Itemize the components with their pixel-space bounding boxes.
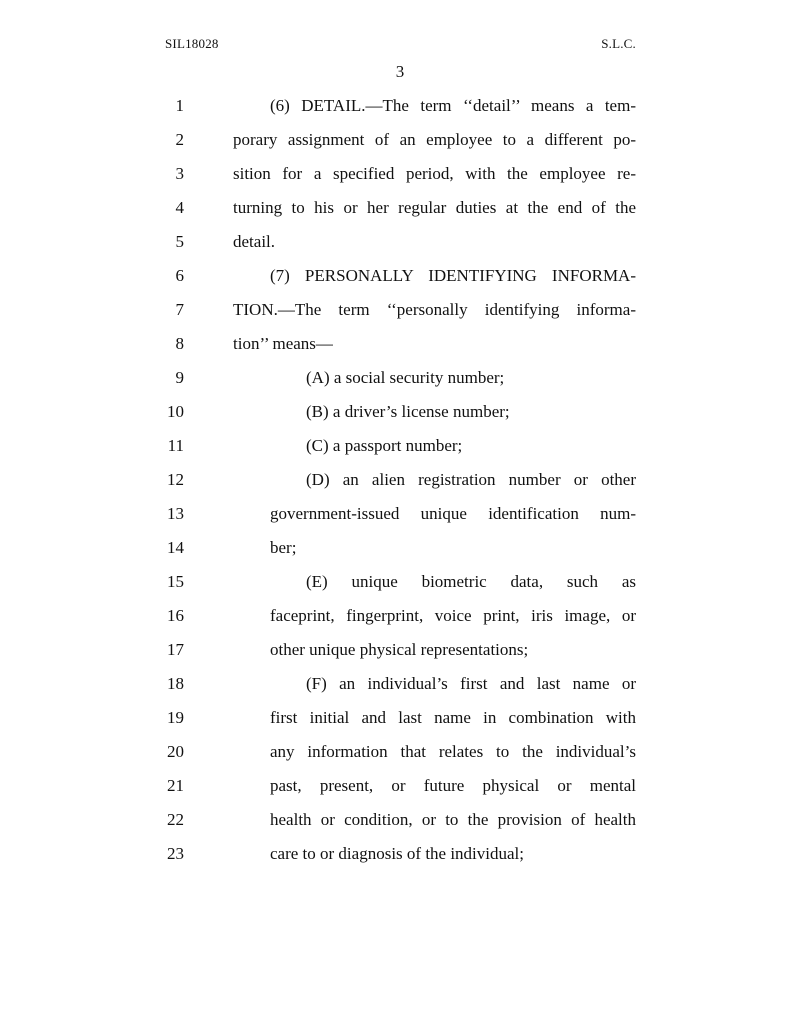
text-line [0, 432, 800, 466]
line-text: (E) unique biometric data, such as [306, 572, 636, 591]
line-text: any information that relates to the individual’s [270, 742, 636, 761]
line-text: tion’’ means— [233, 334, 333, 353]
line-text: health or condition, or to the provision of health [270, 810, 636, 829]
line-text: TION.—The term ‘‘personally identifying informa- [233, 300, 636, 319]
line-number: 19 [167, 708, 184, 727]
line-number: 2 [175, 130, 184, 149]
line-text: (7) PERSONALLY IDENTIFYING INFORMA- [270, 266, 636, 285]
text-line [0, 160, 800, 194]
page-number: 3 [395, 62, 405, 81]
line-text: (A) a social security number; [306, 368, 505, 387]
text-line [0, 704, 800, 738]
header-office-code: S.L.C. [601, 36, 636, 51]
text-line [0, 840, 800, 874]
text-line [0, 364, 800, 398]
text-line [0, 466, 800, 500]
header-document-id: SIL18028 [165, 36, 219, 51]
line-text: (B) a driver’s license number; [306, 402, 510, 421]
line-number: 17 [167, 640, 184, 659]
line-number: 12 [167, 470, 184, 489]
line-number: 15 [167, 572, 184, 591]
line-text: porary assignment of an employee to a different po- [233, 130, 636, 149]
line-number: 14 [167, 538, 184, 557]
text-line [0, 636, 800, 670]
line-number: 13 [167, 504, 184, 523]
line-number: 8 [175, 334, 184, 353]
text-line [0, 772, 800, 806]
line-number: 1 [175, 96, 184, 115]
line-number: 23 [167, 844, 184, 863]
line-number: 20 [167, 742, 184, 761]
text-line [0, 534, 800, 568]
text-line [0, 296, 800, 330]
line-number: 6 [175, 266, 184, 285]
line-text: other unique physical representations; [270, 640, 529, 659]
line-text: care to or diagnosis of the individual; [270, 844, 524, 863]
text-line [0, 568, 800, 602]
text-line [0, 92, 800, 126]
line-number: 11 [167, 436, 184, 455]
line-text: past, present, or future physical or mental [270, 776, 636, 795]
text-line [0, 738, 800, 772]
line-number: 7 [175, 300, 184, 319]
line-text: turning to his or her regular duties at the end of the [233, 198, 636, 217]
text-line [0, 126, 800, 160]
line-number: 5 [175, 232, 184, 251]
line-number: 4 [175, 198, 184, 217]
line-number: 9 [175, 368, 184, 387]
line-number: 3 [175, 164, 184, 183]
line-text: faceprint, fingerprint, voice print, iris image, or [270, 606, 636, 625]
line-text: government-issued unique identification num- [270, 504, 636, 523]
line-number: 18 [167, 674, 184, 693]
line-text: ber; [270, 538, 297, 557]
line-number: 10 [167, 402, 184, 421]
text-line [0, 398, 800, 432]
bill-text [0, 92, 800, 874]
text-line [0, 228, 800, 262]
line-text: (6) DETAIL.—The term ‘‘detail’’ means a tem- [270, 96, 636, 115]
text-line [0, 194, 800, 228]
line-number: 21 [167, 776, 184, 795]
text-line [0, 602, 800, 636]
line-text: (D) an alien registration number or other [306, 470, 636, 489]
text-line [0, 806, 800, 840]
line-text: sition for a specified period, with the employee re- [233, 164, 636, 183]
line-number: 16 [167, 606, 184, 625]
line-number: 22 [167, 810, 184, 829]
line-text: detail. [233, 232, 276, 251]
text-line [0, 330, 800, 364]
line-text: (C) a passport number; [306, 436, 463, 455]
text-line [0, 500, 800, 534]
text-line [0, 262, 800, 296]
text-line [0, 670, 800, 704]
line-text: (F) an individual’s first and last name or [306, 674, 636, 693]
line-text: first initial and last name in combination with [270, 708, 636, 727]
